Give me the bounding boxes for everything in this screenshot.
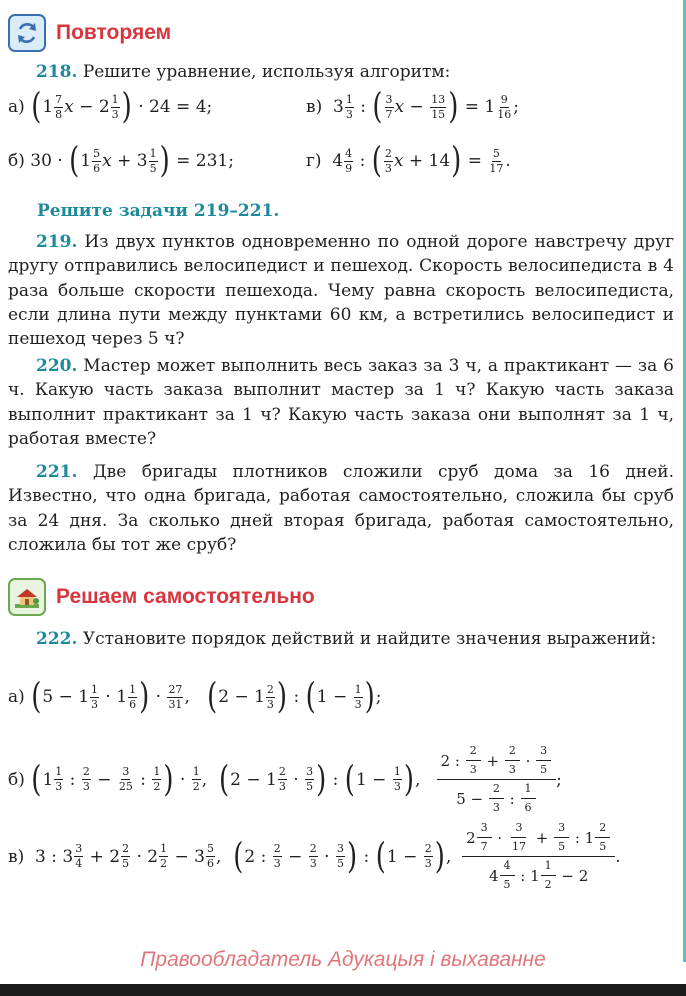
section-header-repeat bbox=[8, 14, 171, 52]
exercise-text: Две бригады плотников сложили сруб дома за 16 дней. Известно, что одна бригада, работая самостоятельно, сложила бы сруб за 24 дня. За сколько дней вторая бригада, работая самостоятельно, сложила бы тот же сруб? bbox=[8, 462, 674, 555]
exercise-number: 221. bbox=[36, 462, 78, 482]
item-label: г) bbox=[306, 151, 322, 171]
item-label: б) bbox=[8, 769, 25, 790]
exercise-number: 219. bbox=[36, 232, 78, 252]
section-header-independent bbox=[8, 578, 315, 616]
repeat-icon bbox=[8, 14, 46, 52]
equation-text: · 24 = 4; bbox=[138, 97, 213, 117]
equation-b: б) 30 · ( 1 5 6 x + 3 1 5 ) = 231; bbox=[8, 140, 234, 182]
equation-text: = 231; bbox=[176, 151, 234, 171]
expression-b: б) ( 1 1 3 : 2 3 − 3 25 : 1 2 ) · 1 2 , ( 2 − 1 2 3 · 3 5 ) : ( 1 − 1 3 ) , 2 : 2 3 + 2 3 · 3 5 5 − 2 3 : 1 6 ; bbox=[8, 744, 562, 814]
exercise-218 bbox=[36, 60, 450, 85]
exercise-222 bbox=[8, 627, 674, 651]
equation-g: г) 4 4 9 : ( 2 3 x + 14 ) = $\frac{5}{17}$ . bbox=[306, 140, 511, 182]
exercise-text: Установите порядок действий и найдите значения выражений: bbox=[82, 629, 657, 649]
expression-v: в) 3 : 3 3 4 + 2 2 5 · 2 1 2 − 3 5 6 , ( 2 : 2 3 − 2 3 · 3 5 ) : ( 1 − 2 3 ) , 2 3 7 · 3 17 + 3 5 : 1 2 5 4 4 5 : 1 1 2 − 2 . bbox=[8, 821, 621, 891]
exercise-number: 222. bbox=[36, 629, 78, 649]
equation-v: в) 3 1 3 : ( 3 7 x − 13 15 ) = 1 $\frac{9}{16}$ ; bbox=[306, 86, 519, 128]
exercise-text: Мастер может выполнить весь заказ за 3 ч, а практикант — за 6 ч. Какую часть заказа выполнит мастер за 1 ч? Какую часть заказа выполнит практикант за 1 ч? Какую часть заказа они выполнят за 1 ч, работая вместе? bbox=[8, 356, 674, 449]
equation-a: а) ( 1 7 8 x − 2 1 3 ) · 24 = 4; bbox=[8, 86, 213, 128]
exercise-220 bbox=[8, 354, 674, 451]
exercise-219 bbox=[8, 230, 674, 351]
item-label: в) bbox=[306, 97, 323, 117]
copyright-footer: Правообладатель Адукацыя і выхаванне bbox=[140, 948, 546, 971]
equation-text: = bbox=[464, 97, 479, 117]
item-label: а) bbox=[8, 687, 25, 707]
exercise-221 bbox=[8, 460, 674, 557]
subheading: Решите задачи 219–221. bbox=[37, 201, 280, 221]
equation-text: 30 · bbox=[30, 151, 63, 171]
exercise-number: 220. bbox=[36, 356, 78, 376]
house-icon bbox=[8, 578, 46, 616]
item-label: б) bbox=[8, 151, 25, 171]
section-title: Повторяем bbox=[56, 21, 172, 44]
item-label: в) bbox=[8, 846, 25, 867]
bottom-bar bbox=[0, 984, 686, 996]
exercise-text: Решите уравнение, используя алгоритм: bbox=[82, 62, 451, 82]
section-title: Решаем самостоятельно bbox=[56, 585, 315, 608]
equation-text: = bbox=[467, 151, 482, 171]
item-label: а) bbox=[8, 97, 25, 117]
exercise-text: Из двух пунктов одновременно по одной дороге навстречу друг другу отправились велосипедист и пешеход. Скорость велосипедиста в 4 раза больше скорости пешехода. Чему равна скорость велосипедиста, если длина пути между пунктами 60 км, а встретились велосипедист и пешеход через 5 ч? bbox=[8, 232, 674, 350]
exercise-number: 218. bbox=[36, 62, 78, 82]
expression-a: а) ( 5 − 1 1 3 · 1 1 6 ) · 27 31 , ( 2 − 1 2 3 ) : ( 1 − 1 3 ) ; bbox=[8, 676, 382, 718]
